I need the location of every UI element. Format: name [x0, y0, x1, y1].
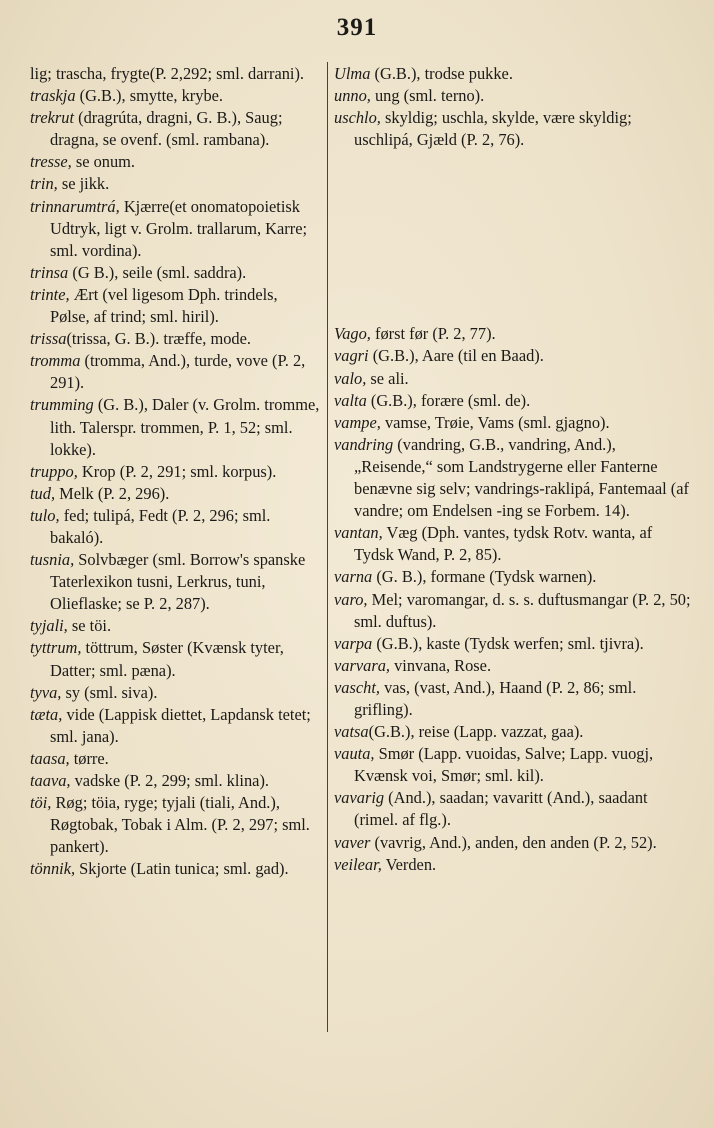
entry-headword: tyttrum, [30, 638, 82, 658]
dictionary-entry [30, 549, 320, 615]
dictionary-entry [334, 412, 694, 434]
entry-headword: veilear, [334, 854, 382, 874]
entry-headword: valo, [334, 368, 367, 388]
dictionary-entry [334, 323, 694, 345]
entry-headword: trinsa [30, 262, 69, 282]
entry-definition: (G.B.), forære (sml. de). [366, 390, 531, 410]
dictionary-entry [30, 483, 320, 505]
page-number: 391 [336, 14, 378, 41]
entry-definition: Væg (Dph. vantes, tydsk Rotv. wanta, af Tydsk Wand, P. 2, 85). [354, 523, 653, 565]
entry-definition: se ali. [366, 368, 409, 388]
entry-definition: Mel; varomangar, d. s. s. duftusmangar (P. 2, 50; sml. duftus). [354, 589, 691, 631]
entry-headword: trissa [30, 329, 67, 349]
entry-headword: truppo, [30, 461, 78, 481]
entry-headword: tromma [30, 351, 81, 371]
dictionary-entry [334, 677, 694, 721]
entry-definition: lig; trascha, frygte(P. 2,292; sml. darrani). [30, 64, 305, 83]
entry-definition: vadske (P. 2, 299; sml. klina). [70, 771, 270, 790]
left-column [30, 63, 320, 880]
entry-headword: vandring [334, 434, 394, 454]
dictionary-entry [30, 173, 320, 195]
dictionary-entry [30, 107, 320, 151]
entry-headword: varna [334, 567, 373, 587]
entry-headword: uschlo, [334, 108, 381, 128]
dictionary-entry [334, 522, 694, 566]
dictionary-entry [334, 854, 694, 876]
entry-headword: tæta, [30, 704, 63, 724]
dictionary-entry [30, 615, 320, 637]
entry-headword: Vago, [334, 324, 371, 344]
entry-definition: se jikk. [57, 174, 110, 194]
entry-headword: vatsa [334, 722, 369, 742]
entry-headword: tusnia, [30, 550, 75, 570]
dictionary-entry [334, 390, 694, 412]
entry-definition: (G. B.), Daler (v. Grolm. tromme, lith. Talerspr. trommen, P. 1, 52; sml. lokke). [50, 395, 320, 459]
entry-headword: trinte, [30, 284, 70, 304]
dictionary-entry [30, 262, 320, 284]
entry-definition: Røg; töia, ryge; tyjali (tiali, And.), Røgtobak, Tobak i Alm. (P. 2, 297; sml. pankert). [50, 793, 310, 857]
entry-headword: traskja [30, 86, 76, 106]
entry-definition: (tromma, And.), turde, vove (P. 2, 291). [50, 351, 306, 393]
entry-definition: se töi. [67, 616, 112, 636]
entry-headword: taava, [30, 771, 71, 790]
entry-definition: vide (Lappisk diettet, Lapdansk tetet; sml. jana). [50, 704, 311, 746]
dictionary-entry [334, 655, 694, 677]
dictionary-entry [334, 434, 694, 522]
dictionary-entry [334, 787, 694, 831]
entry-headword: varpa [334, 633, 373, 653]
entry-headword: vantan, [334, 523, 383, 543]
entry-definition: Skjorte (Latin tunica; sml. gad). [75, 859, 289, 879]
entry-definition: skyldig; uschla, skylde, være skyldig; uschlipá, Gjæld (P. 2, 76). [354, 108, 632, 150]
dictionary-entry [30, 748, 320, 770]
entry-headword: valta [334, 390, 367, 410]
dictionary-entry [30, 637, 320, 681]
entry-definition: Verden. [381, 854, 437, 874]
entry-definition: (vavrig, And.), anden, den anden (P. 2, 52). [370, 832, 657, 852]
entry-definition: töttrum, Søster (Kvænsk tyter, Datter; sml. pæna). [50, 638, 284, 680]
entry-definition: tørre. [69, 748, 109, 768]
dictionary-entry [334, 566, 694, 588]
entry-headword: vascht, [334, 677, 380, 697]
dictionary-entry [30, 63, 320, 85]
entry-definition: (vandring, G.B., vandring, And.), „Reisende,“ som Landstrygerne eller Fanterne benævne sig selv; vandrings-raklipá, Fantemaal (af vandre; om Endelsen -ing se Forbem. 14). [354, 434, 689, 521]
entry-definition: (dragrúta, dragni, G. B.), Saug; dragna, se ovenf. (sml. rambana). [50, 108, 283, 150]
entry-definition: (G.B.), smytte, krybe. [75, 86, 224, 106]
entry-definition: Melk (P. 2, 296). [55, 483, 170, 503]
entry-definition: Kjærre(et onomatopoietisk Udtryk, ligt v. Grolm. trallarum, Karre; sml. vordina). [50, 196, 308, 260]
entry-headword: varo, [334, 589, 368, 609]
entry-definition: Krop (P. 2, 291; sml. korpus). [77, 461, 277, 481]
dictionary-entry [30, 682, 320, 704]
dictionary-entry [30, 284, 320, 328]
entry-headword: varvara, [334, 655, 390, 675]
entry-definition: Smør (Lapp. vuoidas, Salve; Lapp. vuogj, Kvænsk voi, Smør; sml. kil). [354, 744, 654, 786]
entry-headword: vauta, [334, 744, 375, 764]
entry-definition: vinvana, Rose. [390, 655, 492, 675]
dictionary-entry [30, 461, 320, 483]
entry-definition: (G.B.), trodse pukke. [370, 64, 513, 83]
entry-definition: (G. B.), formane (Tydsk warnen). [372, 567, 597, 587]
entry-headword: trumming [30, 395, 94, 415]
dictionary-entry [334, 85, 694, 107]
entry-headword: taasa, [30, 748, 70, 768]
entry-headword: vavarig [334, 788, 385, 808]
dictionary-entry [30, 792, 320, 858]
entry-headword: tyjali, [30, 616, 68, 636]
entry-definition: se onum. [71, 152, 136, 172]
dictionary-entry [30, 394, 320, 460]
dictionary-entry [334, 832, 694, 854]
right-column-v-section [334, 323, 694, 875]
dictionary-entry [30, 858, 320, 880]
right-column [334, 63, 694, 876]
entry-headword: trinnarumtrá, [30, 196, 120, 216]
entry-headword: vagri [334, 346, 369, 366]
entry-headword: Ulma [334, 64, 371, 83]
entry-definition: først før (P. 2, 77). [370, 324, 496, 344]
entry-definition: Solvbæger (sml. Borrow's spanske Taterlexikon tusni, Lerkrus, tuni, Olieflaske; se P. 2, 287). [50, 550, 306, 614]
dictionary-entry [334, 107, 694, 151]
dictionary-entry [334, 589, 694, 633]
entry-definition: Ært (vel ligesom Dph. trindels, Pølse, af trind; sml. hiril). [50, 284, 278, 327]
entry-headword: tresse, [30, 152, 72, 172]
entry-definition: fed; tulipá, Fedt (P. 2, 296; sml. bakaló). [50, 505, 271, 547]
entry-definition: (And.), saadan; vavaritt (And.), saadant (rimel. af flg.). [354, 788, 648, 830]
dictionary-entry [334, 743, 694, 787]
entry-headword: tönnik, [30, 859, 76, 879]
dictionary-entry [30, 350, 320, 394]
entry-headword: töi, [30, 793, 52, 813]
entry-definition: (trissa, G. B.). træffe, mode. [66, 329, 251, 349]
entry-definition: (G.B.), reise (Lapp. vazzat, gaa). [368, 722, 584, 742]
entry-headword: trekrut [30, 108, 75, 128]
dictionary-entry [334, 63, 694, 85]
dictionary-entry [30, 770, 320, 792]
entry-definition: sy (sml. siva). [61, 682, 158, 702]
dictionary-entry [334, 633, 694, 655]
dictionary-entry [30, 151, 320, 173]
entry-definition: ung (sml. terno). [370, 86, 485, 106]
entry-definition: vamse, Trøie, Vams (sml. gjagno). [380, 412, 610, 432]
dictionary-entry [30, 704, 320, 748]
entry-definition: (G.B.), Aare (til en Baad). [368, 346, 544, 366]
column-divider [327, 62, 328, 1032]
dictionary-entry [30, 85, 320, 107]
dictionary-entry [334, 345, 694, 367]
dictionary-entry [30, 505, 320, 549]
dictionary-entry [334, 368, 694, 390]
entry-headword: vaver [334, 832, 371, 852]
section-gap [334, 151, 694, 323]
dictionary-entry [334, 721, 694, 743]
right-column-u-section [334, 63, 694, 151]
entry-headword: unno, [334, 86, 371, 106]
entry-headword: tud, [30, 483, 56, 503]
entry-headword: trin, [30, 174, 58, 194]
entry-definition: (G B.), seile (sml. saddra). [68, 262, 247, 282]
dictionary-entry [30, 196, 320, 262]
dictionary-entry [30, 328, 320, 350]
entry-headword: tyva, [30, 682, 62, 702]
entry-headword: vampe, [334, 412, 381, 432]
entry-definition: (G.B.), kaste (Tydsk werfen; sml. tjivra). [372, 633, 644, 653]
entry-definition: vas, (vast, And.), Haand (P. 2, 86; sml. grifling). [354, 677, 637, 719]
entry-headword: tulo, [30, 505, 60, 525]
